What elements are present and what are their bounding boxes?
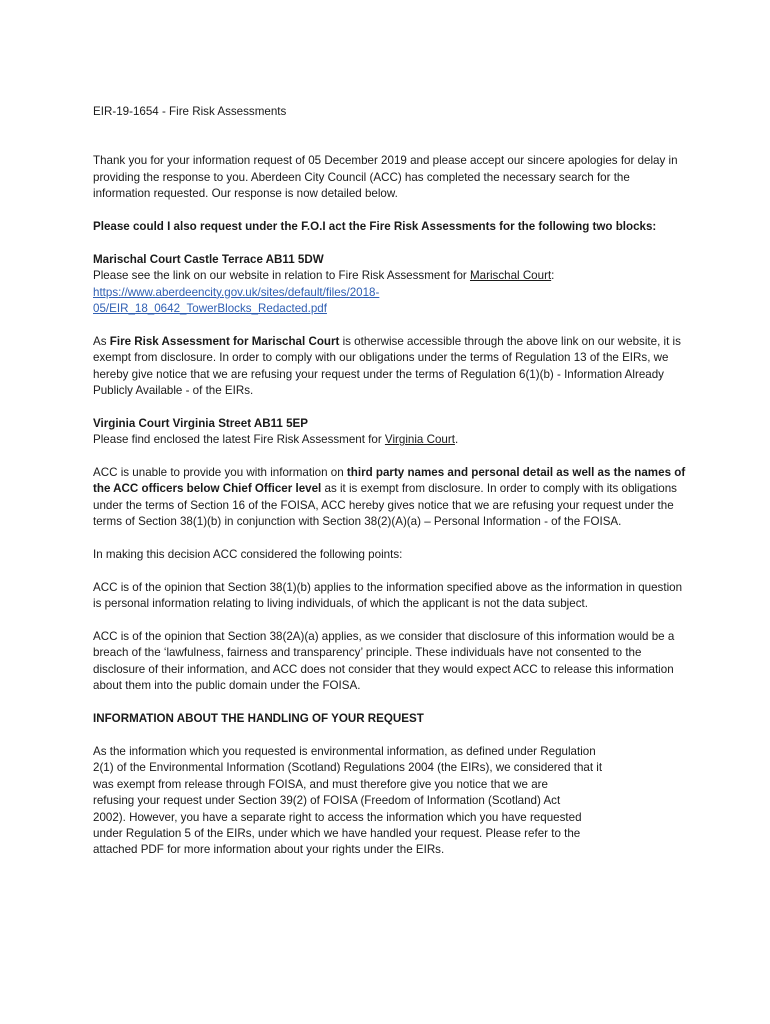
virginia-heading: Virginia Court Virginia Street AB11 5EP [93, 416, 308, 430]
handling-line: attached PDF for more information about your rights under the EIRs. [93, 843, 445, 857]
point-1-paragraph: ACC is of the opinion that Section 38(1)(b) applies to the information specified above as the information in question is personal information relating to living individuals, of which the applicant is not the data subject. [93, 580, 683, 611]
handling-line: refusing your request under Section 39(2) of FOISA (Freedom of Information (Scotland) Act [93, 794, 561, 808]
exemption-prefix: As [93, 334, 110, 348]
marischal-heading: Marischal Court Castle Terrace AB11 5DW [93, 252, 324, 266]
fire-risk-pdf-link-line2[interactable]: 05/EIR_18_0642_TowerBlocks_Redacted.pdf [93, 302, 327, 316]
points-intro: In making this decision ACC considered the following points: [93, 548, 403, 562]
marischal-court-underlined: Marischal Court [469, 269, 552, 283]
virginia-period: . [454, 433, 459, 447]
handling-paragraph [93, 744, 689, 859]
handling-line: As the information which you requested is environmental information, as defined under Regulation [93, 744, 596, 758]
handling-line: was exempt from release through FOISA, and must therefore give you notice that we are [93, 777, 548, 791]
handling-heading: INFORMATION ABOUT THE HANDLING OF YOUR REQUEST [93, 712, 424, 726]
document-title: EIR-19-1654 - Fire Risk Assessments [93, 105, 287, 118]
exemption-bold: Fire Risk Assessment for Marischal Court [109, 334, 340, 348]
document-page [93, 104, 689, 859]
third-party-paragraph [93, 465, 689, 531]
third-party-bold: third party names and personal detail as well as the names of the ACC officers below Chief Officer level [93, 466, 686, 496]
intro-paragraph: Thank you for your information request of 05 December 2019 and please accept our sincere apologies for delay in providing the response to you. Aberdeen City Council (ACC) has completed the necessary search for the information requested. Our response is now detailed below. [93, 154, 678, 201]
virginia-paragraph [93, 432, 689, 448]
handling-line: 2002). However, you have a separate right to access the information which you have requested [93, 810, 582, 824]
fire-risk-pdf-link-line1[interactable]: https://www.aberdeencity.gov.uk/sites/default/files/2018- [93, 285, 380, 299]
point-2-paragraph: ACC is of the opinion that Section 38(2A)(a) applies, as we consider that disclosure of this information would be a breach of the ‘lawfulness, fairness and transparency’ principle. These individuals have not consented to the disclosure of their information, and ACC does not consider that they would expect ACC to release this information about them into the public domain under the FOISA. [93, 630, 675, 693]
handling-line: 2(1) of the Environmental Information (Scotland) Regulations 2004 (the EIRs), we considered that it [93, 761, 603, 775]
marischal-colon: : [551, 269, 555, 283]
exemption-paragraph [93, 334, 689, 400]
virginia-text: Please find enclosed the latest Fire Risk Assessment for [93, 433, 385, 447]
marischal-text: Please see the link on our website in relation to Fire Risk Assessment for [93, 269, 470, 283]
virginia-court-underlined: Virginia Court [384, 433, 455, 447]
request-quote: Please could I also request under the F.O.I act the Fire Risk Assessments for the following two blocks: [93, 220, 657, 234]
marischal-paragraph [93, 268, 689, 284]
exemption-rest: is otherwise accessible through the above link on our website, it is exempt from disclosure. In order to comply with our obligations under the terms of Regulation 13 of the EIRs, we hereby give notice that we are refusing your request under the terms of Regulation 6(1)(b) - Information Already Publicly Available - of the EIRs. [93, 334, 681, 398]
third-party-prefix: ACC is unable to provide you with information on [93, 466, 347, 480]
handling-line: under Regulation 5 of the EIRs, under which we have handled your request. Please refer to the [93, 826, 581, 840]
third-party-rest: as it is exempt from disclosure. In order to comply with its obligations under the terms of Section 16 of the FOISA, ACC hereby gives notice that we are refusing your request under the terms of Section 38(1)(b) in conjunction with Section 38(2)(A)(a) – Personal Information - of the FOISA. [93, 482, 677, 529]
